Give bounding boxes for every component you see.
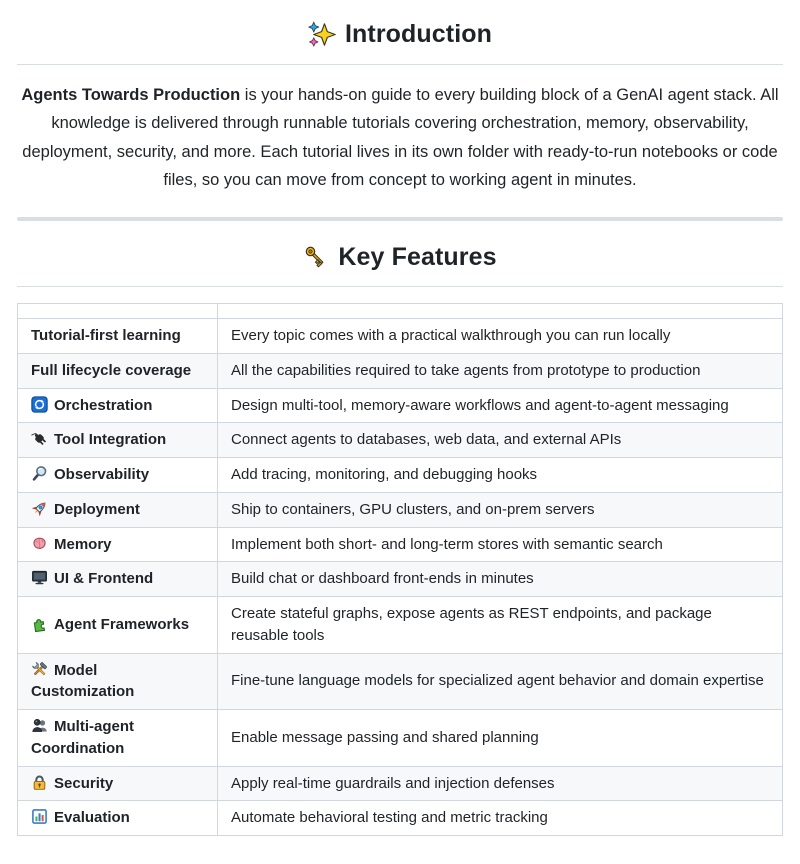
table-row <box>18 653 783 710</box>
feature-name: Multi-agent Coordination <box>31 718 134 757</box>
feature-name: Model Customization <box>31 661 135 701</box>
feature-description: Connect agents to databases, web data, and external APIs <box>218 423 783 458</box>
feature-name: UI & Frontend <box>54 570 154 588</box>
intro-paragraph <box>21 81 779 195</box>
feature-description: Build chat or dashboard front-ends in minutes <box>218 562 783 597</box>
table-row <box>18 766 783 801</box>
feature-description: Implement both short- and long-term stores with semantic search <box>218 527 783 562</box>
feature-name: Memory <box>54 535 112 553</box>
intro-heading <box>17 20 783 65</box>
feature-name: Agent Frameworks <box>54 615 190 633</box>
feature-name: Orchestration <box>54 396 153 414</box>
table-row <box>18 801 783 836</box>
key-icon <box>303 244 329 270</box>
bar-chart-icon <box>31 808 48 825</box>
puzzle-icon <box>31 615 48 632</box>
table-row <box>18 388 783 423</box>
intro-title: Introduction <box>344 20 492 48</box>
feature-name: Observability <box>54 466 150 483</box>
section-divider <box>17 217 783 221</box>
features-title: Key Features <box>338 242 497 271</box>
feature-description: Fine-tune language models for specialized agent behavior and domain expertise <box>218 653 783 710</box>
feature-description: Add tracing, monitoring, and debugging hooks <box>218 458 783 493</box>
table-row <box>18 423 783 458</box>
intro-paragraph-rest: is your hands-on guide to every building block of a GenAI agent stack. All knowledge is delivered through runnable tutorials covering orchestration, memory, observability, deployment, security, and more. Each tutorial lives in its own folder with ready-to-run notebooks or code files, so you can move from concept to working agent in minutes. <box>22 86 779 190</box>
plug-icon <box>31 430 48 447</box>
feature-description: Apply real-time guardrails and injection defenses <box>218 766 783 801</box>
feature-name: Tutorial-first learning <box>18 319 218 354</box>
table-row <box>18 527 783 562</box>
feature-name: Tool Integration <box>54 431 167 449</box>
lock-icon <box>31 774 48 791</box>
table-row <box>18 710 783 767</box>
table-row <box>18 319 783 354</box>
intro-paragraph-bold: Agents Towards Production <box>21 86 241 104</box>
header-cell-description <box>218 304 783 319</box>
table-row <box>18 492 783 527</box>
feature-description: All the capabilities required to take agents from prototype to production <box>218 353 783 388</box>
magnifier-icon <box>31 465 48 482</box>
table-row <box>18 597 783 654</box>
feature-description: Ship to containers, GPU clusters, and on-prem servers <box>218 492 783 527</box>
features-heading <box>17 243 783 288</box>
table-row <box>18 562 783 597</box>
table-row <box>18 353 783 388</box>
feature-name: Evaluation <box>54 809 130 827</box>
busts-icon <box>31 717 48 734</box>
feature-name: Security <box>54 774 114 792</box>
rocket-icon <box>31 500 48 517</box>
table-header-row <box>18 304 783 319</box>
brain-icon <box>31 535 48 552</box>
feature-description: Enable message passing and shared planning <box>218 710 783 767</box>
arrows-cycle-icon <box>31 396 48 413</box>
feature-description: Every topic comes with a practical walkthrough you can run locally <box>218 319 783 354</box>
feature-description: Design multi-tool, memory-aware workflows and agent-to-agent messaging <box>218 388 783 423</box>
features-table <box>17 303 783 836</box>
header-cell-feature <box>18 304 218 319</box>
sparkles-icon <box>308 21 336 48</box>
feature-name: Full lifecycle coverage <box>18 353 218 388</box>
monitor-icon <box>31 569 48 586</box>
table-row <box>18 458 783 493</box>
feature-name: Deployment <box>54 500 140 518</box>
hammer-wrench-icon <box>31 661 48 678</box>
feature-description: Create stateful graphs, expose agents as REST endpoints, and package reusable tools <box>218 597 783 654</box>
feature-description: Automate behavioral testing and metric tracking <box>218 801 783 836</box>
